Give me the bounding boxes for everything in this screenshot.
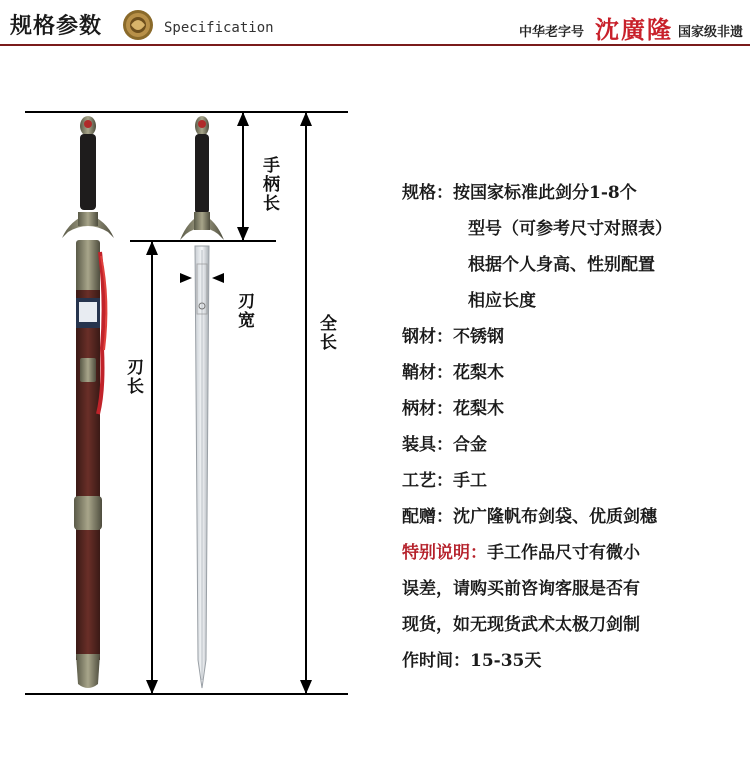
note-line: 手工作品尺寸有微小 (487, 543, 640, 563)
gift-label: 配赠： (402, 507, 453, 527)
total-length-label: 全长 (316, 314, 336, 352)
blade-width-arrow-left (180, 273, 192, 283)
spec-row-spec (402, 178, 637, 208)
sheathed-sword (62, 116, 114, 688)
scabbard-body (76, 290, 100, 660)
note-line: 误差，请购买前咨询客服是否有 (402, 579, 640, 599)
craft-label: 工艺： (402, 471, 453, 491)
spec-line: 型号（可参考尺寸对照表） (468, 219, 672, 239)
page-title: 规格参数 (10, 13, 103, 39)
spec-label: 规格： (402, 183, 453, 203)
craft-value: 手工 (453, 471, 487, 491)
brand-seal: 沈廣隆 (595, 15, 673, 44)
handle-label: 柄材： (402, 399, 453, 419)
spec-line: 按国家标准此剑分1-8个 (453, 183, 637, 203)
brand-label: 中华老字号 (519, 25, 585, 40)
spec-row-handle (402, 394, 504, 424)
spec-row-fittings (402, 430, 487, 460)
handle-length-label: 手柄长 (259, 156, 279, 213)
blade-length-label: 刃长 (123, 358, 143, 396)
handle-grip (80, 134, 96, 210)
steel-value: 不锈钢 (453, 327, 504, 347)
unsheathed-sword (180, 116, 224, 688)
blade-width-label: 刃宽 (234, 292, 254, 330)
spec-line: 根据个人身高、性别配置 (468, 255, 655, 275)
page-subtitle: Specification (164, 20, 274, 36)
spec-row-note (402, 538, 640, 568)
throat-fitting (76, 240, 100, 294)
spec-line: 相应长度 (468, 291, 536, 311)
note-label: 特别说明： (402, 543, 487, 563)
spec-row-scabbard (402, 358, 504, 388)
scabbard-value: 花梨木 (453, 363, 504, 383)
heritage-label: 国家级非遗 (678, 25, 744, 40)
handle-value: 花梨木 (453, 399, 504, 419)
chape (76, 654, 100, 688)
spec-row-craft (402, 466, 487, 496)
scabbard-label: 鞘材： (402, 363, 453, 383)
spec-row-gift (402, 502, 657, 532)
gift-value: 沈广隆帆布剑袋、优质剑穗 (453, 507, 657, 527)
note-line: 现货，如无现货武术太极刀剑制 (402, 615, 640, 635)
steel-label: 钢材： (402, 327, 453, 347)
fittings-value: 合金 (453, 435, 487, 455)
fittings-label: 装具： (402, 435, 453, 455)
blade-width-arrow-right (212, 273, 224, 283)
note-line: 作时间：15-35天 (402, 651, 542, 671)
middle-fitting (74, 496, 102, 530)
spec-row-steel (402, 322, 504, 352)
sword-grip (195, 134, 209, 214)
